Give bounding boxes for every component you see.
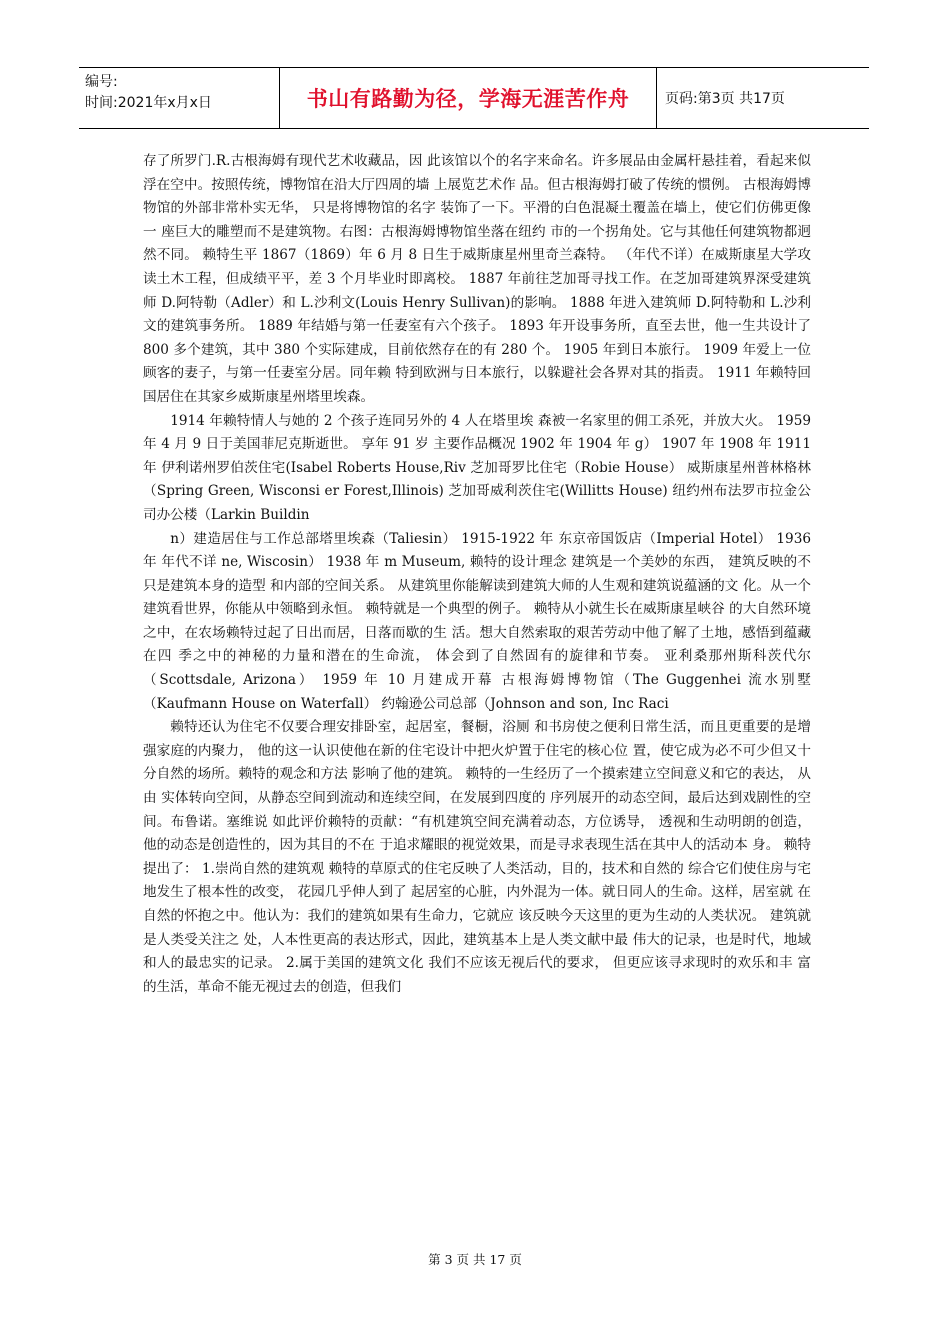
paragraph-1: 存了所罗门.R.古根海姆有现代艺术收藏品，因 此该馆以个的名字来命名。许多展品由金属杆悬挂着，看起来似 浮在空中。按照传统，博物馆在沿大厅四周的墙 上展览艺术作 品。但古根海姆打破了传统的惯例。 古根海姆博物馆的外部非常朴实无华， 只是将博物馆的名字 装饰了一下。平滑的白色混凝土覆盖在墙上，使它们仿佛更像一 座巨大的雕塑而不是建筑物。右图：古根海姆博物馆坐落在纽约 市的一个拐角处。它与其他任何建筑物都迥然不同。 赖特生平 1867（1869）年 6 月 8 日生于威斯康星州里奇兰森特。 （年代不详）在威斯康星大学攻读土木工程，但成绩平平，差 3 个月毕业时即离校。 1887 年前往芝加哥寻找工作。在芝加哥建筑界深受建筑师 D.阿特勒（Adler）和 L.沙利文(Louis Henry Sullivan)的影响。 1888 年进入建筑师 D.阿特勒和 L.沙利文的建筑事务所。 1889 年结婚与第一任妻室有六个孩子。 1893 年开设事务所，直至去世，他一生共设计了 800 多个建筑，其中 380 个实际建成，目前依然存在的有 280 个。 1905 年到日本旅行。 1909 年爱上一位顾客的妻子，与第一任妻室分居。同年赖 特到欧洲与日本旅行，以躲避社会各界对其的指责。 1911 年赖特回国居住在其家乡威斯康星州塔里埃森。 bbox=[143, 153, 811, 405]
paragraph-3: n）建造居住与工作总部塔里埃森（Taliesin） 1915-1922 年 东京帝国饭店（Imperial Hotel） 1936 年 年代不详 ne, Wiscosin） 1938 年 m Museum, 赖特的设计理念 建筑是一个美妙的东西， 建筑反映的不只是建筑本身的造型 和内部的空间关系。 从建筑里你能解读到建筑大师的人生观和建筑说蕴涵的文 化。从一个建筑看世界，你能从中领略到永恒。 赖特就是一个典型的例子。 赖特从小就生长在威斯康星峡谷 的大自然环境之中，在农场赖特过起了日出而居，日落而歇的生 活。想大自然索取的艰苦劳动中他了解了土地，感悟到蕴藏在四 季之中的神秘的力量和潜在的生命流， 体会到了自然固有的旋律和节奏。 亚利桑那州斯科茨代尔（Scottsdale, Arizona） 1959 年 10 月建成开幕 古根海姆博物馆（The Guggenhei 流水别墅（Kaufmann House on Waterfall） 约翰逊公司总部（Johnson and son, Inc Raci bbox=[143, 530, 811, 712]
document-time-label: 时间:2021年x月x日 bbox=[85, 95, 212, 111]
paragraph-2: 1914 年赖特情人与她的 2 个孩子连同另外的 4 人在塔里埃 森被一名家里的佣工杀死，并放大火。 1959 年 4 月 9 日于美国菲尼克斯逝世。 享年 91 岁 主要作品概况 1902 年 1904 年 g） 1907 年 1908 年 1911 年 伊利诺州罗伯茨住宅(Isabel Roberts House,Riv 芝加哥罗比住宅（Robie House） 威斯康星州普林格林（Spring Green, Wisconsi er Forest,Illinois) 芝加哥威利茨住宅(Willitts House) 纽约州布法罗市拉金公司办公楼（Larkin Buildin bbox=[143, 412, 811, 523]
page-header bbox=[79, 67, 869, 129]
header-page-info: 页码:第3页 共17页 bbox=[665, 91, 785, 107]
document-number-label: 编号: bbox=[85, 74, 118, 90]
header-meta bbox=[79, 68, 279, 128]
paragraph-4: 赖特还认为住宅不仅要合理安排卧室，起居室，餐橱，浴厕 和书房使之便利日常生活，而且更重要的是增强家庭的内聚力， 他的这一认识使他在新的住宅设计中把火炉置于住宅的核心位 置，使它成为必不可少但又十分自然的场所。赖特的观念和方法 影响了他的建筑。 赖特的一生经历了一个摸索建立空间意义和它的表达， 从由 实体转向空间，从静态空间到流动和连续空间，在发展到四度的 序列展开的动态空间，最后达到戏剧性的空间。布鲁诺。塞维说 如此评价赖特的贡献：“有机建筑空间充满着动态，方位诱导， 透视和生动明朗的创造，他的动态是创造性的，因为其目的不在 于追求耀眼的视觉效果，而是寻求表现生活在其中人的活动本 身。 赖特提出了： 1.崇尚自然的建筑观 赖特的草原式的住宅反映了人类活动，目的，技术和自然的 综合它们使住房与宅地发生了根本性的改变， 花园几乎伸人到了 起居室的心脏，内外混为一体。就日同人的生命。这样，居室就 在自然的怀抱之中。他认为：我们的建筑如果有生命力，它就应 该反映今天这里的更为生动的人类状况。 建筑就是人类受关注之 处，人本性更高的表达形式，因此，建筑基本上是人类文献中最 伟大的记录，也是时代，地域和人的最忠实的记录。 2.属于美国的建筑文化 我们不应该无视后代的要求， 但更应该寻求现时的欢乐和丰 富的生活，革命不能无视过去的创造，但我们 bbox=[143, 719, 811, 995]
page-footer: 第 3 页 共 17 页 bbox=[428, 1252, 522, 1267]
document-body bbox=[143, 150, 811, 999]
header-motto: 书山有路勤为径，学海无涯苦作舟 bbox=[279, 68, 657, 128]
